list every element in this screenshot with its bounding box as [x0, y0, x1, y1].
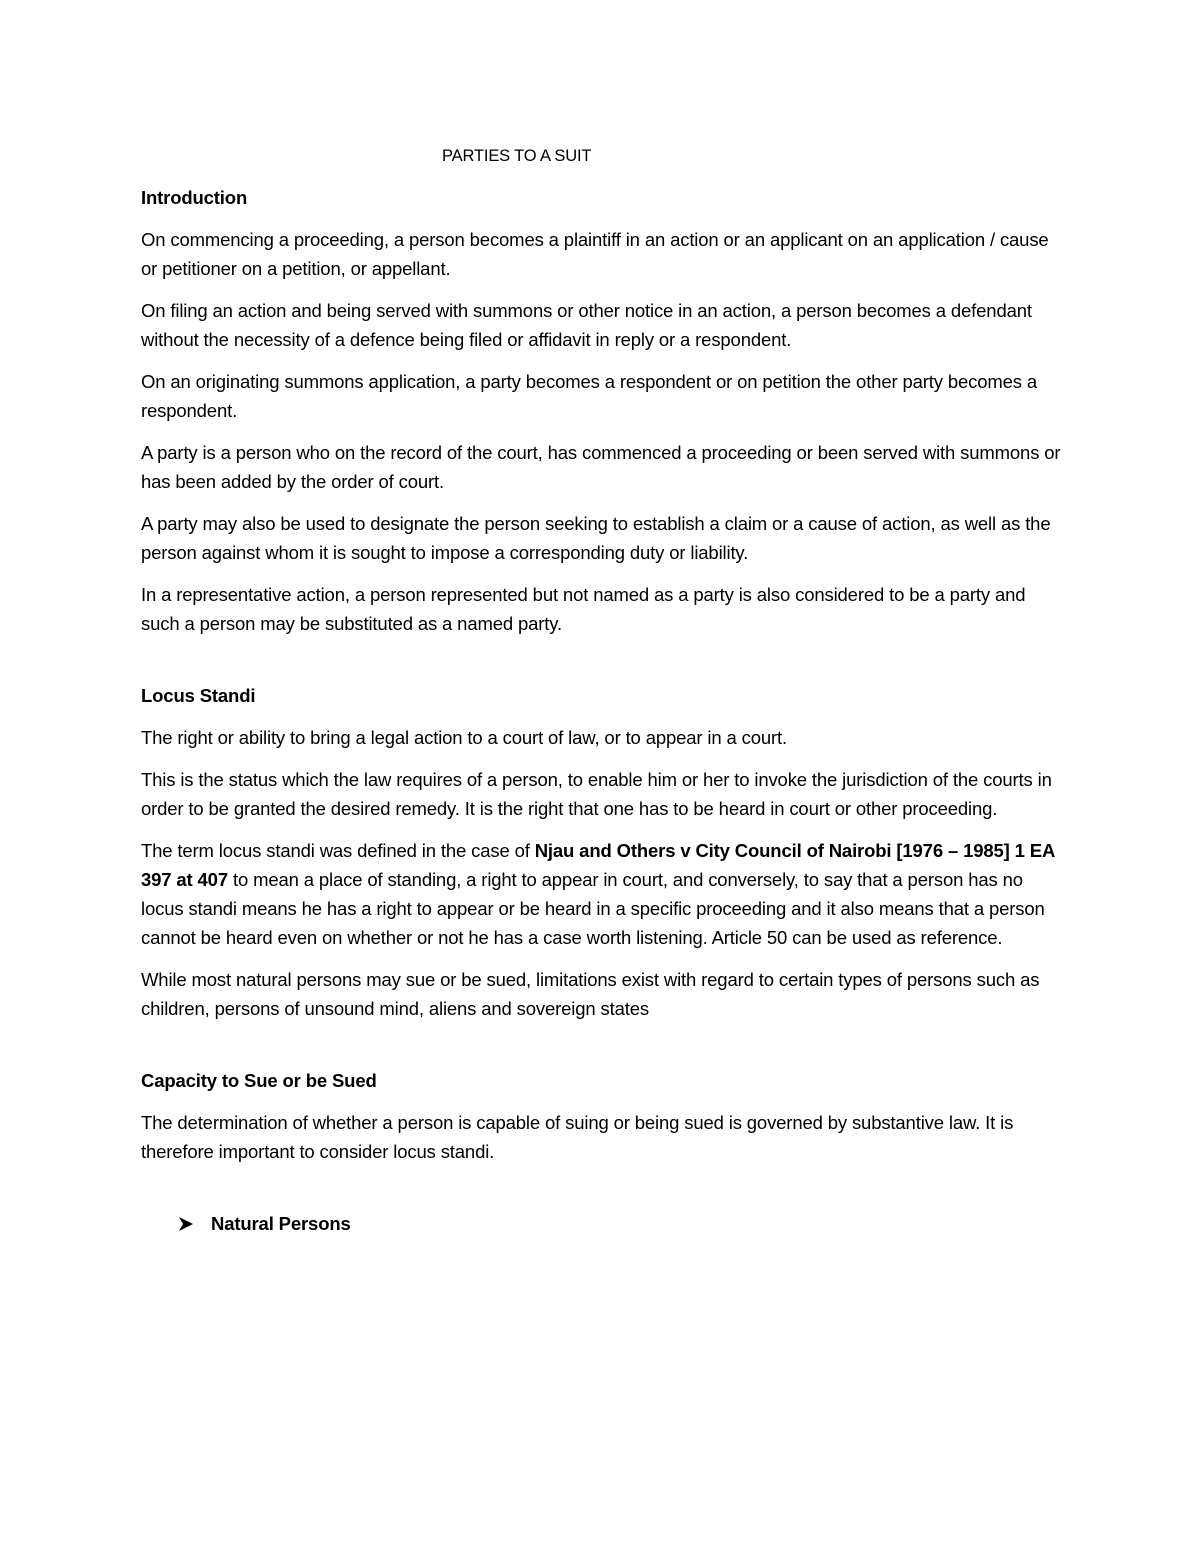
paragraph: In a representative action, a person represented but not named as a party is also considered to be a party and such a person may be substituted as a named party.: [141, 584, 1026, 634]
arrow-bullet-icon: [177, 1215, 211, 1233]
section-spacer: [141, 1179, 1066, 1209]
paragraph: On commencing a proceeding, a person becomes a plaintiff in an action or an applicant on an application / cause or petitioner on a petition, or appellant.: [141, 229, 1049, 279]
document-body: [141, 142, 1066, 1238]
paragraph: This is the status which the law requires of a person, to enable him or her to invoke the jurisdiction of the courts in order to be granted the desired remedy. It is the right that one has to be heard in court or other proceeding.: [141, 769, 1052, 819]
heading-locus-standi: Locus Standi: [141, 685, 256, 706]
bullet-item-natural-persons: [141, 1209, 1066, 1238]
document-title: PARTIES TO A SUIT: [442, 147, 592, 165]
paragraph: On an originating summons application, a party becomes a respondent or on petition the other party becomes a respondent.: [141, 371, 1037, 421]
paragraph: On filing an action and being served with summons or other notice in an action, a person becomes a defendant without the necessity of a defence being filed or affidavit in reply or a respondent.: [141, 300, 1032, 350]
bullet-label: Natural Persons: [211, 1213, 351, 1234]
section-spacer: [141, 1036, 1066, 1066]
paragraph: The right or ability to bring a legal action to a court of law, or to appear in a court.: [141, 727, 787, 748]
heading-introduction: Introduction: [141, 187, 248, 208]
case-paragraph-rest: to mean a place of standing, a right to appear in court, and conversely, to say that a person has no locus standi means he has a right to appear or be heard in a specific proceeding and it also means that a person cannot be heard even on whether or not he has a case worth listening. Article 50 can be used as reference.: [141, 869, 1045, 948]
case-citation: Njau and Others v City Council of Nairobi [1976 – 1985] 1 EA 397 at 407: [141, 840, 1055, 890]
paragraph: While most natural persons may sue or be sued, limitations exist with regard to certain types of persons such as children, persons of unsound mind, aliens and sovereign states: [141, 969, 1040, 1019]
paragraph: The determination of whether a person is capable of suing or being sued is governed by substantive law. It is therefore important to consider locus standi.: [141, 1112, 1014, 1162]
heading-capacity: Capacity to Sue or be Sued: [141, 1070, 377, 1091]
case-paragraph: [141, 836, 1066, 952]
paragraph: A party may also be used to designate the person seeking to establish a claim or a cause of action, as well as the person against whom it is sought to impose a corresponding duty or liability.: [141, 513, 1051, 563]
case-paragraph-intro: The term locus standi was defined in the case of: [141, 840, 535, 861]
paragraph: A party is a person who on the record of the court, has commenced a proceeding or been served with summons or has been added by the order of court.: [141, 442, 1061, 492]
section-spacer: [141, 651, 1066, 681]
